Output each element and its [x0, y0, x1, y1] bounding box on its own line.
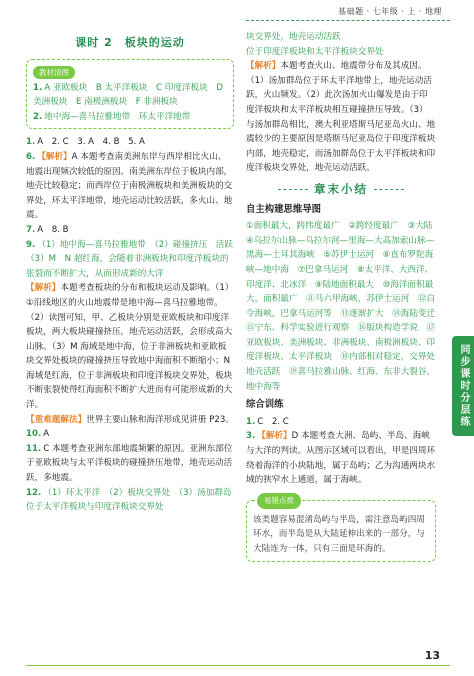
box-item-1: 1. A 亚欧板块 B 太平洋板块 C 印度洋板块 D 美洲板块 E 南极洲板块 F 非洲板块 — [33, 82, 223, 108]
side-tab: 同步课时分层练 — [452, 336, 474, 436]
page-header: 基础题 · 七年级 · 上 · 地理 — [338, 7, 442, 16]
tip-box — [246, 495, 436, 562]
answer-item: 10. A — [26, 429, 50, 440]
box-item-2: 2. 地中海—喜马拉雅地带 环太平洋地带 — [33, 111, 191, 122]
answer-item: 6. 【解析】A 本题考查南美洲东岸与西岸相比火山、地震出现频次较低的原因。南美洲东岸位于板块内部，地壳比较稳定；而西岸位于南极洲板块和美洲板块的交界处，环太平洋地带，地壳运动比较活跃，多火山、地震。 — [26, 151, 233, 221]
answer-item: 【解析】本题考查板块的分布和板块运动及影响。（1）①沿线地区的火山地震带是地中海—喜马拉雅地带。（2）读图可知，甲、乙板块分别是亚欧板块和印度洋板块，两大板块碰撞挤压，地壳运动活跃，会形成高大山脉。（3）M 海域是地中海，位于非洲板块和亚欧板块交界处板块的碰撞挤压导致地中海面积不断缩小；N 海域是红海，位于非洲板块和印度洋板块交界处，板块不断张裂使得红海面积不断扩大进而有可能形成新的大洋。 — [26, 283, 234, 411]
right-column — [246, 30, 444, 562]
mindmap-heading: 自主构建思维导图 — [246, 203, 322, 215]
continued-line: 位于印度洋板块和太平洋板块交界处 — [246, 46, 384, 57]
practice-heading: 综合训练 — [246, 399, 284, 411]
continued-line: 块交界处，地壳运动活跃 — [246, 32, 341, 42]
textbook-figure-box — [26, 59, 234, 130]
header-rule — [246, 20, 450, 21]
answer-item: 9. （1）地中海—喜马拉雅地带 （2）碰撞挤压 活跃 （3）M N 超红海，会随着非洲板块和印度洋板块的张裂而不断扩大，从而形成新的大洋 — [26, 239, 242, 279]
answer-item: 12. （1）环太平洋 （2）板块交界处 （3）汤加群岛位于太平洋板块与印度洋板块交界处 — [26, 487, 232, 513]
mindmap-answers: ①面积最大，跨纬度最广 ②跨经度最广 ③大陆 ④乌拉尔山脉—乌拉尔河—里海—大高加索山脉—黑海—土耳其海峡 ⑤苏伊士运河 ⑥直布罗陀海峡—地中海 ⑦巴拿马运河 ⑧太平洋、大西洋、印度洋、北冰洋 ⑨陆地面积最大 ⑩海洋面积最大，面积最广 ⑪马六甲海峡，苏伊士运河 ⑫白令海峡，巴拿马运河等 ⑬逐渐扩大 ⑭海陆变迁 ⑮宁东、科学实验进行观察 ⑯版块构造学说 ⑰亚欧板块、美洲板块、非洲板块、南极洲板块、印度洋板块、太平洋板块 ⑱内部相对稳定，交界处地壳活跃 ⑲喜马拉雅山脉、红海、东非大裂谷、地中海等 — [246, 221, 444, 392]
page-number: 13 — [424, 649, 440, 662]
footer-rule — [26, 665, 450, 666]
tip-text: 该类题容易混淆岛屿与半岛，需注意岛屿四周环水，而半岛是从大陆延伸出来的一部分，与大陆连为一体，只有三面是环海的。 — [253, 514, 425, 554]
practice-item: 1. C 2. C — [246, 416, 289, 427]
answer-item: 1. A 2. C 3. A 4. B 5. A — [26, 137, 145, 148]
chapter-title: 章末小结 — [246, 182, 436, 197]
answer-item: 【重难题解法】世界主要山脉和海洋形成见讲册 P23。 — [26, 414, 234, 425]
left-column — [26, 30, 242, 515]
answer-item: 7. A 8. B — [26, 224, 69, 235]
lesson-title: 课时 2 板块的运动 — [75, 36, 185, 49]
practice-item: 3. 【解析】D 本题考查大洲、岛屿、半岛、海峡与大洋的判读。从图示区域可以看出，甲是四周环绕着海洋的小块陆地，属于岛屿；乙为沟通两块水域的狭窄水上通道，属于海峡。 — [246, 431, 436, 486]
tip-badge: 易错点拨 — [257, 493, 301, 510]
answer-item: 11. C 本题考查亚洲东部地震频繁的原因。亚洲东部位于亚欧板块与太平洋板块的碰撞挤压地带，地壳运动活跃，多地震。 — [26, 443, 233, 484]
analysis: 【解析】本题考查火山、地震带分布及其成因。（1）汤加群岛位于环太平洋地带上，地壳运动活跃，火山频发。（2）此次汤加火山爆发是由于印度洋板块和太平洋板块相互碰撞挤压导致。（3）与汤加群岛相比，澳大利亚塔斯马尼亚岛火山、地震较少的主要原因是塔斯马尼亚岛位于印度洋板块内部，地壳稳定，而汤加群岛位于太平洋板块和印度洋板块交界处，地壳运动活跃。 — [246, 61, 436, 174]
textbook-figure-badge: 教材清图 — [33, 66, 75, 79]
